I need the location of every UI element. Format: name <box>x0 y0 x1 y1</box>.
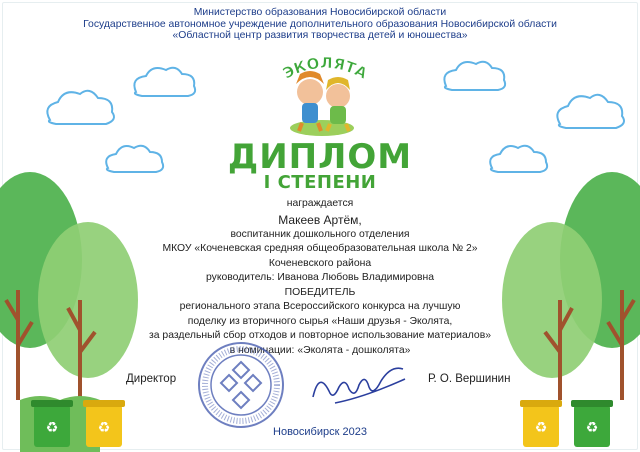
ekolyata-logo <box>265 54 385 94</box>
ministry-line: Министерство образования Новосибирской области <box>193 7 447 18</box>
school-name: МКОУ «Коченевская средняя общеобразовательная школа № 2» <box>162 243 478 254</box>
director-name: Р. О. Вершинин <box>428 373 511 385</box>
diploma-body <box>0 197 640 358</box>
nomination-line: в номинации: «Эколята - дошколята» <box>229 344 411 356</box>
official-seal <box>196 340 286 430</box>
city-year: Новосибирск 2023 <box>273 426 367 438</box>
contest-line-2: поделку из вторичного сырья «Наши друзья - Эколята, <box>187 315 453 327</box>
svg-text:♻: ♻ <box>97 419 111 435</box>
cloud-icon <box>557 95 624 128</box>
cloud-icon <box>444 62 505 90</box>
svg-text:ЭКОЛЯТА: ЭКОЛЯТА <box>279 54 371 83</box>
svg-text:♻: ♻ <box>585 419 599 435</box>
supervisor-line: руководитель: Иванова Любовь Владимировна <box>205 272 435 283</box>
cloud-icon <box>134 68 195 96</box>
contest-line-3: за раздельный сбор отходов и повторное использование материалов» <box>148 330 492 341</box>
district-name: Коченевского района <box>268 257 372 269</box>
recipient-name: Макеев Артём, <box>278 212 362 227</box>
center-line: «Областной центр развития творчества детей и юношества» <box>172 30 468 42</box>
svg-text:♻: ♻ <box>45 419 59 435</box>
diploma-title: ДИПЛОМ <box>227 137 413 177</box>
winner-label: ПОБЕДИТЕЛЬ <box>284 286 356 298</box>
director-signature <box>305 363 425 413</box>
recycle-bin-green-icon <box>31 400 73 447</box>
cloud-icon <box>47 91 114 124</box>
director-label: Директор <box>126 373 177 385</box>
recycle-bin-green-icon <box>571 400 613 447</box>
svg-text:♻: ♻ <box>534 419 548 435</box>
contest-line-1: регионального этапа Всероссийского конкурса на лучшую <box>179 301 461 312</box>
recycle-bin-yellow-icon <box>520 400 562 447</box>
diploma-degree: I СТЕПЕНИ <box>263 172 377 193</box>
recycle-bin-yellow-icon <box>83 400 125 447</box>
issuer-header <box>0 7 640 42</box>
recipient-role: воспитанник дошкольного отделения <box>230 228 410 240</box>
awarded-label: награждается <box>286 198 354 209</box>
institution-line: Государственное автономное учреждение дополнительного образования Новосибирской области <box>83 18 557 30</box>
